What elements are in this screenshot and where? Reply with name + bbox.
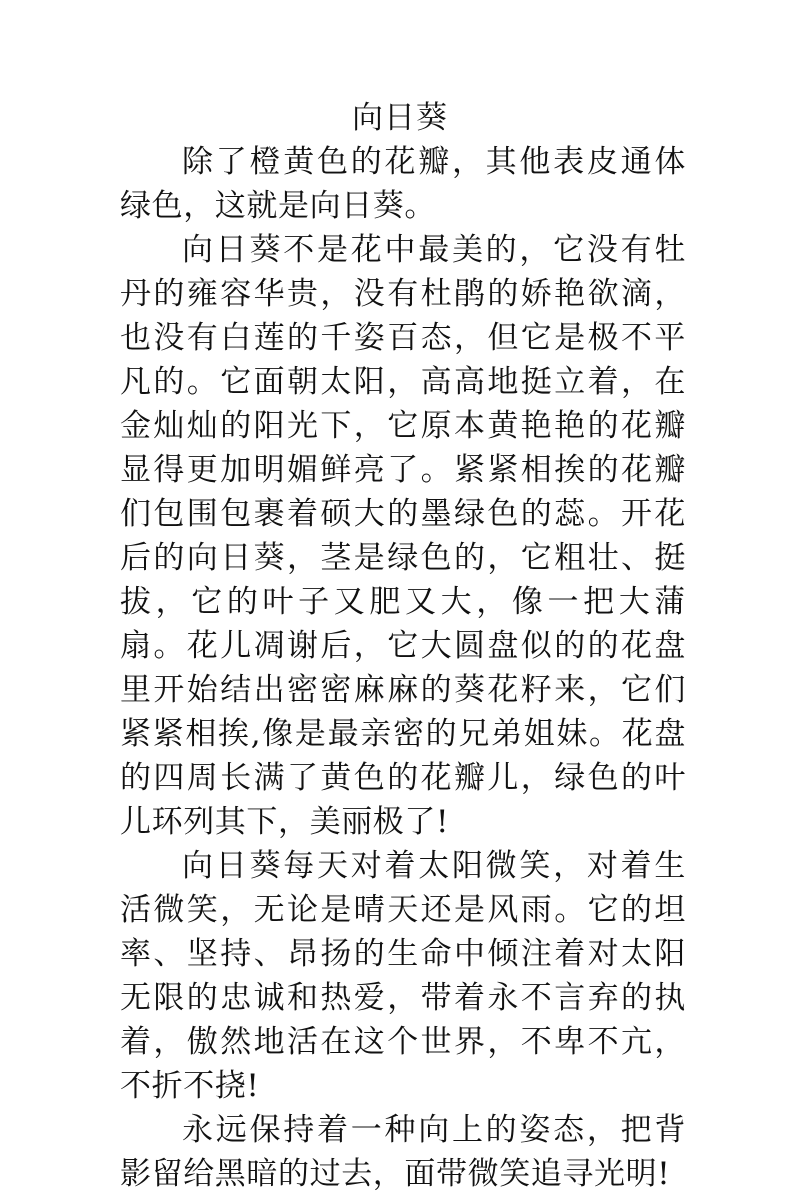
- paragraph-2: 向日葵不是花中最美的，它没有牡丹的雍容华贵，没有杜鹃的娇艳欲滴，也没有白莲的千姿百态，但它是极不平凡的。它面朝太阳，高高地挺立着，在金灿灿的阳光下，它原本黄艳艳的花瓣显得更加明媚鲜亮了。紧紧相挨的花瓣们包围包裹着硕大的墨绿色的蕊。开花后的向日葵，茎是绿色的，它粗壮、挺拔，它的叶子又肥又大，像一把大蒲扇。花儿凋谢后，它大圆盘似的的花盘里开始结出密密麻麻的葵花籽来，它们紧紧相挨,像是最亲密的兄弟姐妹。花盘的四周长满了黄色的花瓣儿，绿色的叶儿环列其下，美丽极了!: [120, 232, 686, 840]
- document-body: [120, 140, 686, 1196]
- paragraph-4: 永远保持着一种向上的姿态，把背影留给黑暗的过去，面带微笑追寻光明!: [120, 1112, 686, 1192]
- document-title: 向日葵: [352, 100, 448, 136]
- paragraph-3: 向日葵每天对着太阳微笑，对着生活微笑，无论是晴天还是风雨。它的坦率、坚持、昂扬的生命中倾注着对太阳无限的忠诚和热爱，带着永不言弃的执着，傲然地活在这个世界，不卑不亢，不折不挠!: [120, 848, 686, 1104]
- paragraph-1: 除了橙黄色的花瓣，其他表皮通体绿色，这就是向日葵。: [120, 144, 686, 224]
